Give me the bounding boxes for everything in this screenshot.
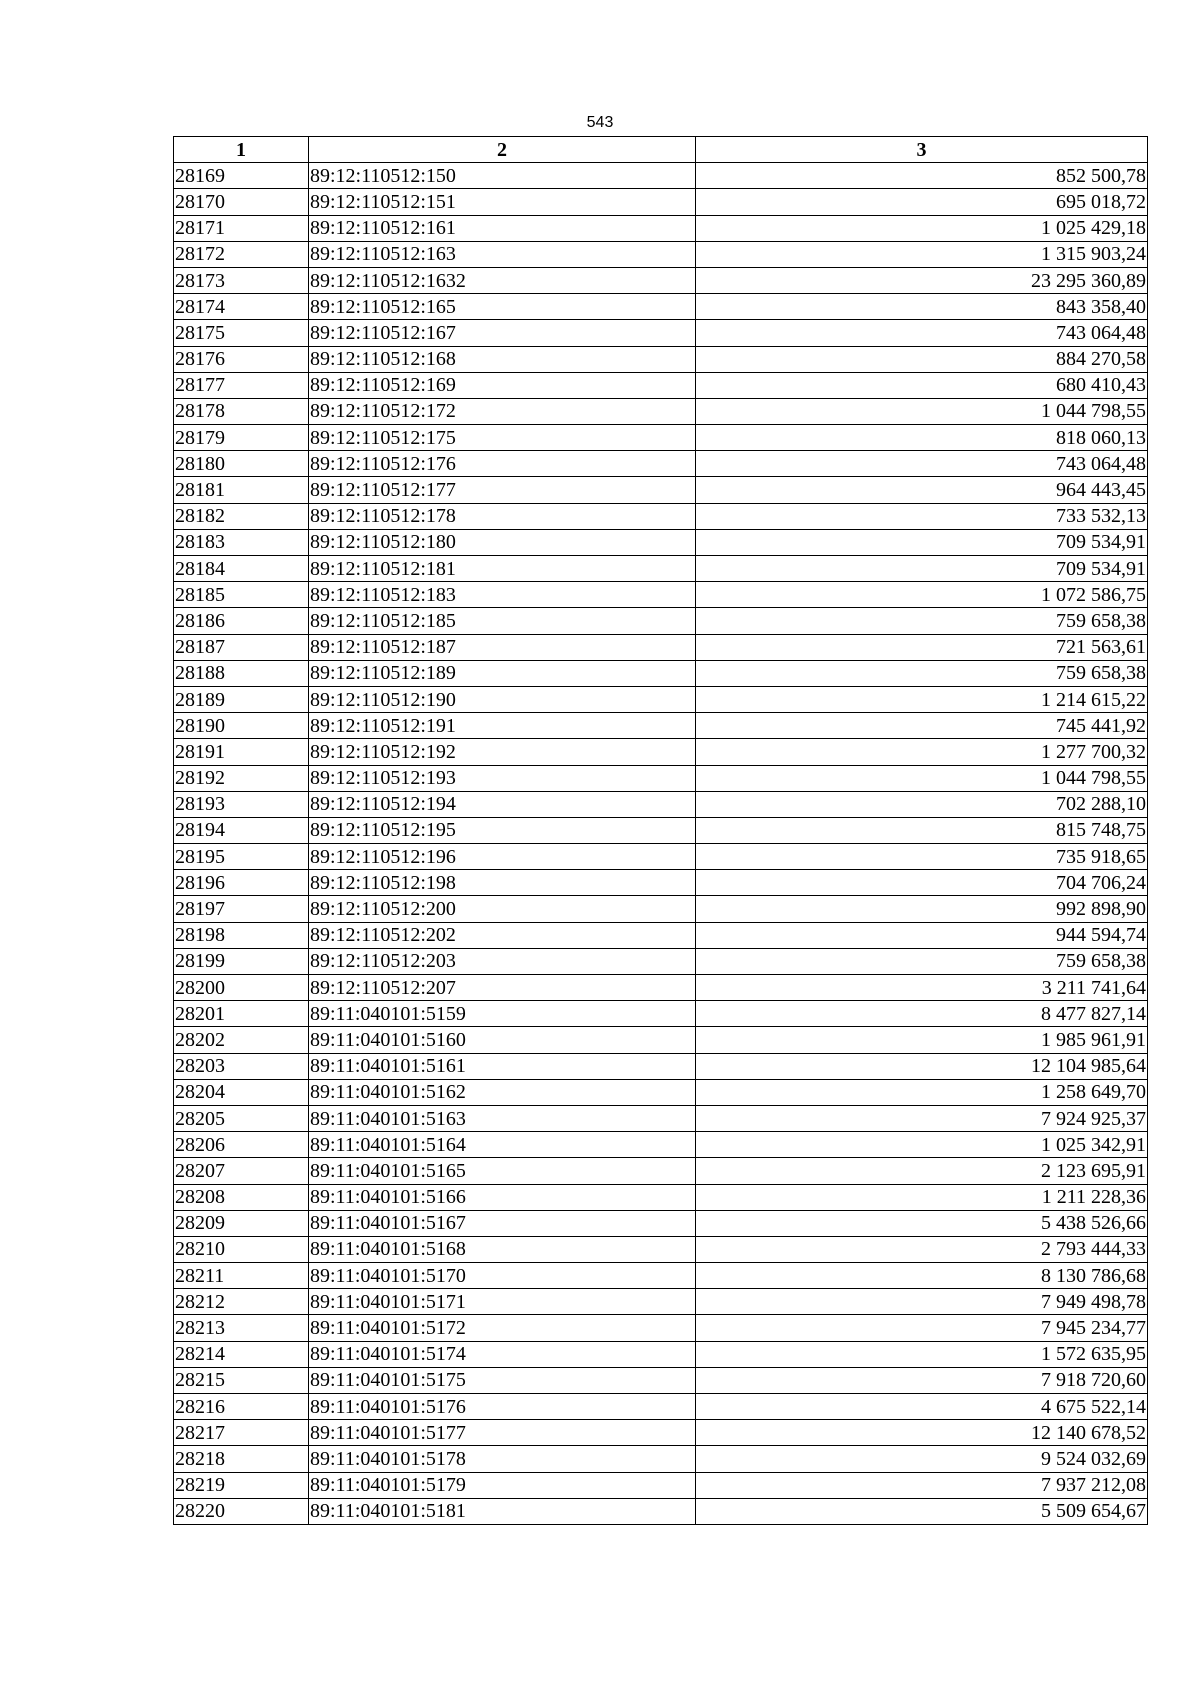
cadastral-value-cell: 709 534,91 <box>696 556 1148 582</box>
table-row <box>174 1001 1148 1027</box>
cadastral-number-cell: 89:12:110512:202 <box>309 922 696 948</box>
cadastral-value-cell: 852 500,78 <box>696 163 1148 189</box>
cadastral-number-cell: 89:12:110512:192 <box>309 739 696 765</box>
table-row <box>174 503 1148 529</box>
cadastral-number-cell: 89:11:040101:5170 <box>309 1263 696 1289</box>
cadastral-number-cell: 89:12:110512:183 <box>309 582 696 608</box>
row-number-cell: 28198 <box>174 922 309 948</box>
row-number-cell: 28196 <box>174 870 309 896</box>
cadastral-number-cell: 89:11:040101:5168 <box>309 1236 696 1262</box>
cadastral-value-cell: 1 572 635,95 <box>696 1341 1148 1367</box>
cadastral-value-cell: 8 477 827,14 <box>696 1001 1148 1027</box>
cadastral-value-cell: 704 706,24 <box>696 870 1148 896</box>
cadastral-value-cell: 743 064,48 <box>696 451 1148 477</box>
cadastral-number-cell: 89:11:040101:5160 <box>309 1027 696 1053</box>
cadastral-value-cell: 759 658,38 <box>696 608 1148 634</box>
row-number-cell: 28219 <box>174 1472 309 1498</box>
table-row <box>174 608 1148 634</box>
cadastral-number-cell: 89:12:110512:163 <box>309 241 696 267</box>
cadastral-number-cell: 89:12:110512:169 <box>309 372 696 398</box>
cadastral-number-cell: 89:11:040101:5167 <box>309 1210 696 1236</box>
row-number-cell: 28209 <box>174 1210 309 1236</box>
table-header-row <box>174 137 1148 163</box>
row-number-cell: 28200 <box>174 975 309 1001</box>
cadastral-value-cell: 680 410,43 <box>696 372 1148 398</box>
row-number-cell: 28211 <box>174 1263 309 1289</box>
cadastral-value-cell: 5 509 654,67 <box>696 1498 1148 1524</box>
cadastral-value-table <box>173 136 1148 1525</box>
table-row <box>174 975 1148 1001</box>
cadastral-number-cell: 89:11:040101:5175 <box>309 1367 696 1393</box>
cadastral-value-cell: 9 524 032,69 <box>696 1446 1148 1472</box>
cadastral-value-cell: 1 214 615,22 <box>696 686 1148 712</box>
table-body <box>174 163 1148 1525</box>
cadastral-value-cell: 4 675 522,14 <box>696 1394 1148 1420</box>
row-number-cell: 28175 <box>174 320 309 346</box>
cadastral-value-cell: 721 563,61 <box>696 634 1148 660</box>
table-row <box>174 1472 1148 1498</box>
cadastral-number-cell: 89:12:110512:165 <box>309 294 696 320</box>
cadastral-value-cell: 1 072 586,75 <box>696 582 1148 608</box>
cadastral-value-cell: 7 949 498,78 <box>696 1289 1148 1315</box>
cadastral-value-cell: 743 064,48 <box>696 320 1148 346</box>
cadastral-number-cell: 89:12:110512:190 <box>309 686 696 712</box>
row-number-cell: 28177 <box>174 372 309 398</box>
cadastral-number-cell: 89:11:040101:5176 <box>309 1394 696 1420</box>
cadastral-value-cell: 7 945 234,77 <box>696 1315 1148 1341</box>
table-row <box>174 477 1148 503</box>
table-row <box>174 529 1148 555</box>
table-row <box>174 1341 1148 1367</box>
cadastral-value-cell: 815 748,75 <box>696 817 1148 843</box>
row-number-cell: 28194 <box>174 817 309 843</box>
row-number-cell: 28173 <box>174 267 309 293</box>
cadastral-number-cell: 89:12:110512:175 <box>309 425 696 451</box>
table-row <box>174 582 1148 608</box>
cadastral-number-cell: 89:11:040101:5174 <box>309 1341 696 1367</box>
row-number-cell: 28212 <box>174 1289 309 1315</box>
cadastral-value-cell: 1 315 903,24 <box>696 241 1148 267</box>
row-number-cell: 28203 <box>174 1053 309 1079</box>
cadastral-value-cell: 1 044 798,55 <box>696 765 1148 791</box>
cadastral-value-cell: 23 295 360,89 <box>696 267 1148 293</box>
cadastral-value-cell: 3 211 741,64 <box>696 975 1148 1001</box>
table-row <box>174 870 1148 896</box>
cadastral-number-cell: 89:11:040101:5162 <box>309 1079 696 1105</box>
cadastral-number-cell: 89:12:110512:177 <box>309 477 696 503</box>
cadastral-value-cell: 884 270,58 <box>696 346 1148 372</box>
table-row <box>174 267 1148 293</box>
table-row <box>174 1315 1148 1341</box>
table-row <box>174 346 1148 372</box>
cadastral-number-cell: 89:12:110512:200 <box>309 896 696 922</box>
table-row <box>174 425 1148 451</box>
cadastral-number-cell: 89:12:110512:185 <box>309 608 696 634</box>
cadastral-number-cell: 89:12:110512:194 <box>309 791 696 817</box>
column-header-1: 1 <box>174 137 309 163</box>
cadastral-value-cell: 702 288,10 <box>696 791 1148 817</box>
row-number-cell: 28171 <box>174 215 309 241</box>
cadastral-value-cell: 1 258 649,70 <box>696 1079 1148 1105</box>
cadastral-number-cell: 89:12:110512:187 <box>309 634 696 660</box>
table-row <box>174 215 1148 241</box>
table-row <box>174 1236 1148 1262</box>
table-row <box>174 896 1148 922</box>
cadastral-value-cell: 709 534,91 <box>696 529 1148 555</box>
cadastral-number-cell: 89:12:110512:189 <box>309 660 696 686</box>
cadastral-value-cell: 7 918 720,60 <box>696 1367 1148 1393</box>
cadastral-number-cell: 89:11:040101:5177 <box>309 1420 696 1446</box>
cadastral-value-cell: 695 018,72 <box>696 189 1148 215</box>
row-number-cell: 28169 <box>174 163 309 189</box>
cadastral-value-cell: 1 985 961,91 <box>696 1027 1148 1053</box>
table-row <box>174 660 1148 686</box>
row-number-cell: 28202 <box>174 1027 309 1053</box>
row-number-cell: 28174 <box>174 294 309 320</box>
row-number-cell: 28205 <box>174 1105 309 1131</box>
cadastral-value-cell: 12 140 678,52 <box>696 1420 1148 1446</box>
cadastral-number-cell: 89:12:110512:196 <box>309 844 696 870</box>
table-row <box>174 163 1148 189</box>
row-number-cell: 28220 <box>174 1498 309 1524</box>
table-row <box>174 398 1148 424</box>
table-row <box>174 294 1148 320</box>
row-number-cell: 28199 <box>174 948 309 974</box>
cadastral-number-cell: 89:11:040101:5171 <box>309 1289 696 1315</box>
cadastral-number-cell: 89:12:110512:193 <box>309 765 696 791</box>
row-number-cell: 28208 <box>174 1184 309 1210</box>
row-number-cell: 28179 <box>174 425 309 451</box>
page-number: 543 <box>586 114 614 131</box>
table-row <box>174 844 1148 870</box>
table-row <box>174 372 1148 398</box>
cadastral-number-cell: 89:12:110512:172 <box>309 398 696 424</box>
cadastral-number-cell: 89:12:110512:207 <box>309 975 696 1001</box>
cadastral-value-cell: 843 358,40 <box>696 294 1148 320</box>
row-number-cell: 28214 <box>174 1341 309 1367</box>
column-header-2: 2 <box>309 137 696 163</box>
row-number-cell: 28185 <box>174 582 309 608</box>
cadastral-number-cell: 89:12:110512:150 <box>309 163 696 189</box>
cadastral-number-cell: 89:12:110512:203 <box>309 948 696 974</box>
table-row <box>174 791 1148 817</box>
table-row <box>174 817 1148 843</box>
table-row <box>174 241 1148 267</box>
cadastral-value-cell: 7 924 925,37 <box>696 1105 1148 1131</box>
cadastral-number-cell: 89:11:040101:5172 <box>309 1315 696 1341</box>
row-number-cell: 28190 <box>174 713 309 739</box>
cadastral-number-cell: 89:12:110512:181 <box>309 556 696 582</box>
row-number-cell: 28201 <box>174 1001 309 1027</box>
cadastral-number-cell: 89:12:110512:180 <box>309 529 696 555</box>
table-row <box>174 1263 1148 1289</box>
cadastral-value-cell: 2 123 695,91 <box>696 1158 1148 1184</box>
row-number-cell: 28181 <box>174 477 309 503</box>
cadastral-number-cell: 89:11:040101:5164 <box>309 1132 696 1158</box>
cadastral-number-cell: 89:12:110512:151 <box>309 189 696 215</box>
row-number-cell: 28197 <box>174 896 309 922</box>
cadastral-value-cell: 1 277 700,32 <box>696 739 1148 765</box>
table-row <box>174 1079 1148 1105</box>
row-number-cell: 28218 <box>174 1446 309 1472</box>
table-row <box>174 1446 1148 1472</box>
row-number-cell: 28217 <box>174 1420 309 1446</box>
row-number-cell: 28188 <box>174 660 309 686</box>
cadastral-value-cell: 759 658,38 <box>696 948 1148 974</box>
cadastral-value-cell: 5 438 526,66 <box>696 1210 1148 1236</box>
cadastral-value-cell: 8 130 786,68 <box>696 1263 1148 1289</box>
table-row <box>174 765 1148 791</box>
cadastral-value-cell: 745 441,92 <box>696 713 1148 739</box>
cadastral-value-cell: 2 793 444,33 <box>696 1236 1148 1262</box>
cadastral-value-cell: 1 211 228,36 <box>696 1184 1148 1210</box>
cadastral-number-cell: 89:11:040101:5178 <box>309 1446 696 1472</box>
cadastral-number-cell: 89:12:110512:168 <box>309 346 696 372</box>
column-header-3: 3 <box>696 137 1148 163</box>
row-number-cell: 28189 <box>174 686 309 712</box>
cadastral-value-cell: 1 025 342,91 <box>696 1132 1148 1158</box>
table-row <box>174 1394 1148 1420</box>
cadastral-value-cell: 759 658,38 <box>696 660 1148 686</box>
cadastral-value-cell: 1 025 429,18 <box>696 215 1148 241</box>
row-number-cell: 28176 <box>174 346 309 372</box>
row-number-cell: 28195 <box>174 844 309 870</box>
cadastral-value-cell: 733 532,13 <box>696 503 1148 529</box>
row-number-cell: 28206 <box>174 1132 309 1158</box>
cadastral-number-cell: 89:12:110512:176 <box>309 451 696 477</box>
cadastral-number-cell: 89:11:040101:5179 <box>309 1472 696 1498</box>
cadastral-number-cell: 89:12:110512:195 <box>309 817 696 843</box>
row-number-cell: 28192 <box>174 765 309 791</box>
cadastral-value-cell: 944 594,74 <box>696 922 1148 948</box>
table-row <box>174 1184 1148 1210</box>
table-row <box>174 686 1148 712</box>
row-number-cell: 28183 <box>174 529 309 555</box>
table-row <box>174 713 1148 739</box>
row-number-cell: 28215 <box>174 1367 309 1393</box>
table-row <box>174 556 1148 582</box>
row-number-cell: 28216 <box>174 1394 309 1420</box>
cadastral-number-cell: 89:11:040101:5165 <box>309 1158 696 1184</box>
table-row <box>174 320 1148 346</box>
table-row <box>174 451 1148 477</box>
row-number-cell: 28172 <box>174 241 309 267</box>
row-number-cell: 28187 <box>174 634 309 660</box>
cadastral-number-cell: 89:11:040101:5166 <box>309 1184 696 1210</box>
row-number-cell: 28182 <box>174 503 309 529</box>
cadastral-number-cell: 89:11:040101:5161 <box>309 1053 696 1079</box>
table-row <box>174 1027 1148 1053</box>
row-number-cell: 28191 <box>174 739 309 765</box>
cadastral-number-cell: 89:11:040101:5163 <box>309 1105 696 1131</box>
table-row <box>174 1367 1148 1393</box>
table-row <box>174 948 1148 974</box>
row-number-cell: 28210 <box>174 1236 309 1262</box>
row-number-cell: 28193 <box>174 791 309 817</box>
table-row <box>174 1053 1148 1079</box>
cadastral-value-cell: 818 060,13 <box>696 425 1148 451</box>
cadastral-value-cell: 1 044 798,55 <box>696 398 1148 424</box>
table-row <box>174 634 1148 660</box>
row-number-cell: 28180 <box>174 451 309 477</box>
cadastral-number-cell: 89:11:040101:5159 <box>309 1001 696 1027</box>
cadastral-number-cell: 89:12:110512:1632 <box>309 267 696 293</box>
table-row <box>174 1158 1148 1184</box>
row-number-cell: 28178 <box>174 398 309 424</box>
table-row <box>174 1105 1148 1131</box>
table-row <box>174 1210 1148 1236</box>
cadastral-value-cell: 7 937 212,08 <box>696 1472 1148 1498</box>
row-number-cell: 28170 <box>174 189 309 215</box>
cadastral-number-cell: 89:11:040101:5181 <box>309 1498 696 1524</box>
cadastral-number-cell: 89:12:110512:161 <box>309 215 696 241</box>
table-row <box>174 1498 1148 1524</box>
table-row <box>174 189 1148 215</box>
table-row <box>174 739 1148 765</box>
cadastral-value-cell: 992 898,90 <box>696 896 1148 922</box>
row-number-cell: 28207 <box>174 1158 309 1184</box>
cadastral-value-cell: 964 443,45 <box>696 477 1148 503</box>
cadastral-value-cell: 12 104 985,64 <box>696 1053 1148 1079</box>
cadastral-value-cell: 735 918,65 <box>696 844 1148 870</box>
cadastral-number-cell: 89:12:110512:198 <box>309 870 696 896</box>
cadastral-number-cell: 89:12:110512:178 <box>309 503 696 529</box>
row-number-cell: 28213 <box>174 1315 309 1341</box>
table-row <box>174 922 1148 948</box>
cadastral-number-cell: 89:12:110512:167 <box>309 320 696 346</box>
row-number-cell: 28186 <box>174 608 309 634</box>
table-row <box>174 1420 1148 1446</box>
table-row <box>174 1132 1148 1158</box>
row-number-cell: 28184 <box>174 556 309 582</box>
table-row <box>174 1289 1148 1315</box>
cadastral-number-cell: 89:12:110512:191 <box>309 713 696 739</box>
row-number-cell: 28204 <box>174 1079 309 1105</box>
